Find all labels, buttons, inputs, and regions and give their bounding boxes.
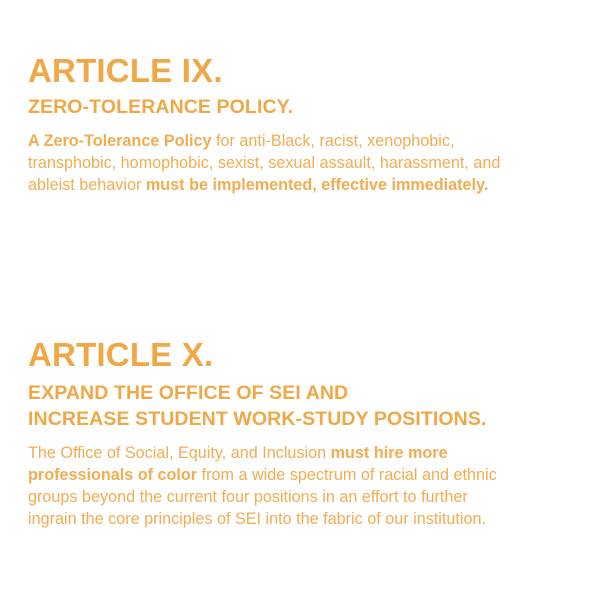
article-body [28,442,588,530]
body-line [28,508,588,530]
article-title: ARTICLE X. [28,336,214,373]
article-subtitle [28,94,588,120]
body-text: ingrain the core principles of SEI into the fabric of our institution. [28,510,486,528]
article-x [28,336,588,530]
bold-text: must hire more [330,444,448,462]
article-ix [28,52,588,196]
body-text: transphobic, homophobic, sexist, sexual assault, harassment, and [28,154,501,172]
body-text: from a wide spectrum of racial and ethnic [197,466,497,484]
body-line [28,130,588,152]
body-line [28,442,588,464]
body-line [28,464,588,486]
article-subtitle [28,380,588,432]
body-text: The Office of Social, Equity, and Inclusion [28,444,331,462]
subtitle-line: EXPAND THE OFFICE OF SEI AND [28,382,349,404]
body-text: for anti-Black, racist, xenophobic, [211,132,455,150]
subtitle-line: INCREASE STUDENT WORK-STUDY POSITIONS. [28,408,487,430]
body-line [28,174,588,196]
body-line [28,486,588,508]
body-line [28,152,588,174]
subtitle-line: ZERO-TOLERANCE POLICY. [28,96,294,118]
bold-text: must be implemented, effective immediately. [145,176,489,194]
article-body [28,130,588,196]
article-title: ARTICLE IX. [28,52,223,89]
bold-text: A Zero-Tolerance Policy [28,132,212,150]
body-text: groups beyond the current four positions in an effort to further [28,488,468,506]
body-text: ableist behavior [28,176,146,194]
bold-text: professionals of color [28,466,198,484]
